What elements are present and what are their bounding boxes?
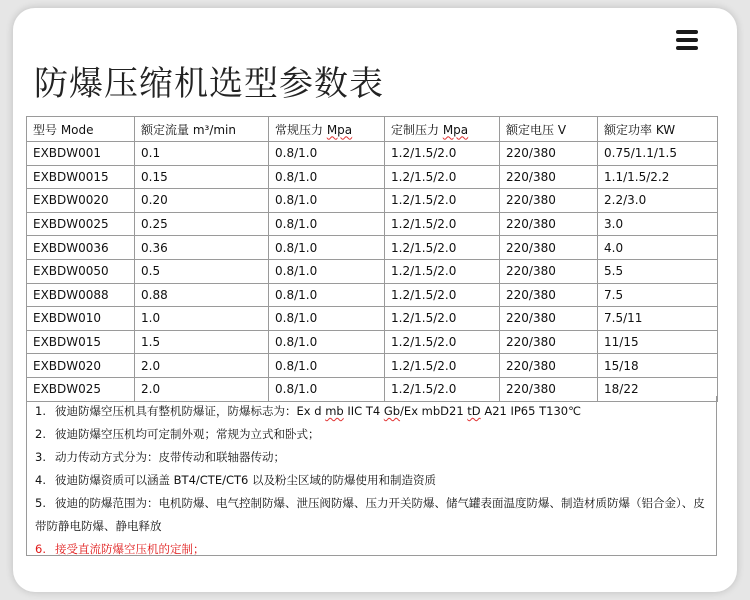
note-item: 4. 彼迪防爆资质可以涵盖 BT4/CTE/CT6 以及粉尘区域的防爆使用和制造资质 <box>35 473 436 487</box>
cell-voltage: 220/380 <box>500 165 598 189</box>
header-flow: 额定流量 m³/min <box>135 117 269 142</box>
note-item: 2. 彼迪防爆空压机均可定制外观；常规为立式和卧式； <box>35 427 320 441</box>
cell-model: EXBDW025 <box>27 377 135 401</box>
cell-normal-pressure: 0.8/1.0 <box>269 142 385 166</box>
cell-model: EXBDW015 <box>27 330 135 354</box>
cell-voltage: 220/380 <box>500 377 598 401</box>
table-row <box>27 142 718 166</box>
table-row <box>27 307 718 331</box>
cell-flow: 0.1 <box>135 142 269 166</box>
cell-flow: 0.36 <box>135 236 269 260</box>
menu-bar-middle <box>676 38 698 42</box>
cell-custom-pressure: 1.2/1.5/2.0 <box>385 142 500 166</box>
table-row <box>27 259 718 283</box>
cell-model: EXBDW0050 <box>27 259 135 283</box>
table-row <box>27 189 718 213</box>
cell-power: 5.5 <box>598 259 718 283</box>
cell-power: 1.1/1.5/2.2 <box>598 165 718 189</box>
cell-voltage: 220/380 <box>500 307 598 331</box>
notes-box <box>26 396 717 556</box>
cell-flow: 0.5 <box>135 259 269 283</box>
table-row <box>27 165 718 189</box>
cell-custom-pressure: 1.2/1.5/2.0 <box>385 189 500 213</box>
page-title: 防爆压缩机选型参数表 <box>34 64 384 104</box>
cell-model: EXBDW0088 <box>27 283 135 307</box>
cell-normal-pressure: 0.8/1.0 <box>269 189 385 213</box>
cell-normal-pressure: 0.8/1.0 <box>269 354 385 378</box>
cell-normal-pressure: 0.8/1.0 <box>269 377 385 401</box>
note-item: 1. 彼迪防爆空压机具有整机防爆证，防爆标志为：Ex d mb IIC T4 Gb/Ex mbD21 tD A21 IP65 T130℃ <box>35 404 581 418</box>
cell-voltage: 220/380 <box>500 259 598 283</box>
cell-normal-pressure: 0.8/1.0 <box>269 236 385 260</box>
cell-flow: 0.15 <box>135 165 269 189</box>
table-header-row <box>27 117 718 142</box>
cell-power: 3.0 <box>598 212 718 236</box>
cell-flow: 0.88 <box>135 283 269 307</box>
cell-voltage: 220/380 <box>500 283 598 307</box>
cell-power: 7.5/11 <box>598 307 718 331</box>
header-custom-pressure: 定制压力 Mpa <box>385 117 500 142</box>
cell-model: EXBDW0020 <box>27 189 135 213</box>
cell-custom-pressure: 1.2/1.5/2.0 <box>385 212 500 236</box>
note-item: 3. 动力传动方式分为：皮带传动和联轴器传动； <box>35 450 285 464</box>
table-row <box>27 330 718 354</box>
cell-flow: 2.0 <box>135 377 269 401</box>
cell-flow: 1.5 <box>135 330 269 354</box>
cell-voltage: 220/380 <box>500 236 598 260</box>
hamburger-menu-icon[interactable] <box>674 26 708 54</box>
cell-power: 11/15 <box>598 330 718 354</box>
header-normal-pressure: 常规压力 Mpa <box>269 117 385 142</box>
cell-custom-pressure: 1.2/1.5/2.0 <box>385 283 500 307</box>
cell-normal-pressure: 0.8/1.0 <box>269 212 385 236</box>
table-row <box>27 236 718 260</box>
menu-bar-bottom <box>676 46 698 50</box>
note-item-highlight: 6. 接受直流防爆空压机的定制； <box>35 542 205 556</box>
cell-normal-pressure: 0.8/1.0 <box>269 330 385 354</box>
cell-power: 18/22 <box>598 377 718 401</box>
cell-normal-pressure: 0.8/1.0 <box>269 307 385 331</box>
menu-bar-top <box>676 30 698 34</box>
cell-custom-pressure: 1.2/1.5/2.0 <box>385 236 500 260</box>
cell-model: EXBDW001 <box>27 142 135 166</box>
table-row <box>27 354 718 378</box>
cell-flow: 0.20 <box>135 189 269 213</box>
cell-power: 15/18 <box>598 354 718 378</box>
cell-custom-pressure: 1.2/1.5/2.0 <box>385 330 500 354</box>
cell-flow: 1.0 <box>135 307 269 331</box>
note-item: 5. 彼迪的防爆范围为：电机防爆、电气控制防爆、泄压阀防爆、压力开关防爆、储气罐表面温度防爆、制造材质防爆（铝合金）、皮带防静电防爆、静电释放 <box>35 496 705 533</box>
cell-voltage: 220/380 <box>500 189 598 213</box>
cell-normal-pressure: 0.8/1.0 <box>269 283 385 307</box>
cell-model: EXBDW0015 <box>27 165 135 189</box>
cell-voltage: 220/380 <box>500 142 598 166</box>
cell-custom-pressure: 1.2/1.5/2.0 <box>385 259 500 283</box>
table-row <box>27 212 718 236</box>
cell-custom-pressure: 1.2/1.5/2.0 <box>385 307 500 331</box>
cell-flow: 2.0 <box>135 354 269 378</box>
cell-custom-pressure: 1.2/1.5/2.0 <box>385 377 500 401</box>
cell-flow: 0.25 <box>135 212 269 236</box>
cell-model: EXBDW0025 <box>27 212 135 236</box>
cell-power: 7.5 <box>598 283 718 307</box>
cell-normal-pressure: 0.8/1.0 <box>269 259 385 283</box>
cell-power: 0.75/1.1/1.5 <box>598 142 718 166</box>
header-model: 型号 Mode <box>27 117 135 142</box>
table-row <box>27 283 718 307</box>
cell-power: 4.0 <box>598 236 718 260</box>
cell-normal-pressure: 0.8/1.0 <box>269 165 385 189</box>
cell-model: EXBDW010 <box>27 307 135 331</box>
header-power: 额定功率 KW <box>598 117 718 142</box>
header-voltage: 额定电压 V <box>500 117 598 142</box>
cell-model: EXBDW0036 <box>27 236 135 260</box>
cell-custom-pressure: 1.2/1.5/2.0 <box>385 165 500 189</box>
cell-power: 2.2/3.0 <box>598 189 718 213</box>
cell-voltage: 220/380 <box>500 354 598 378</box>
cell-voltage: 220/380 <box>500 330 598 354</box>
cell-model: EXBDW020 <box>27 354 135 378</box>
spec-table <box>26 116 718 402</box>
cell-voltage: 220/380 <box>500 212 598 236</box>
cell-custom-pressure: 1.2/1.5/2.0 <box>385 354 500 378</box>
